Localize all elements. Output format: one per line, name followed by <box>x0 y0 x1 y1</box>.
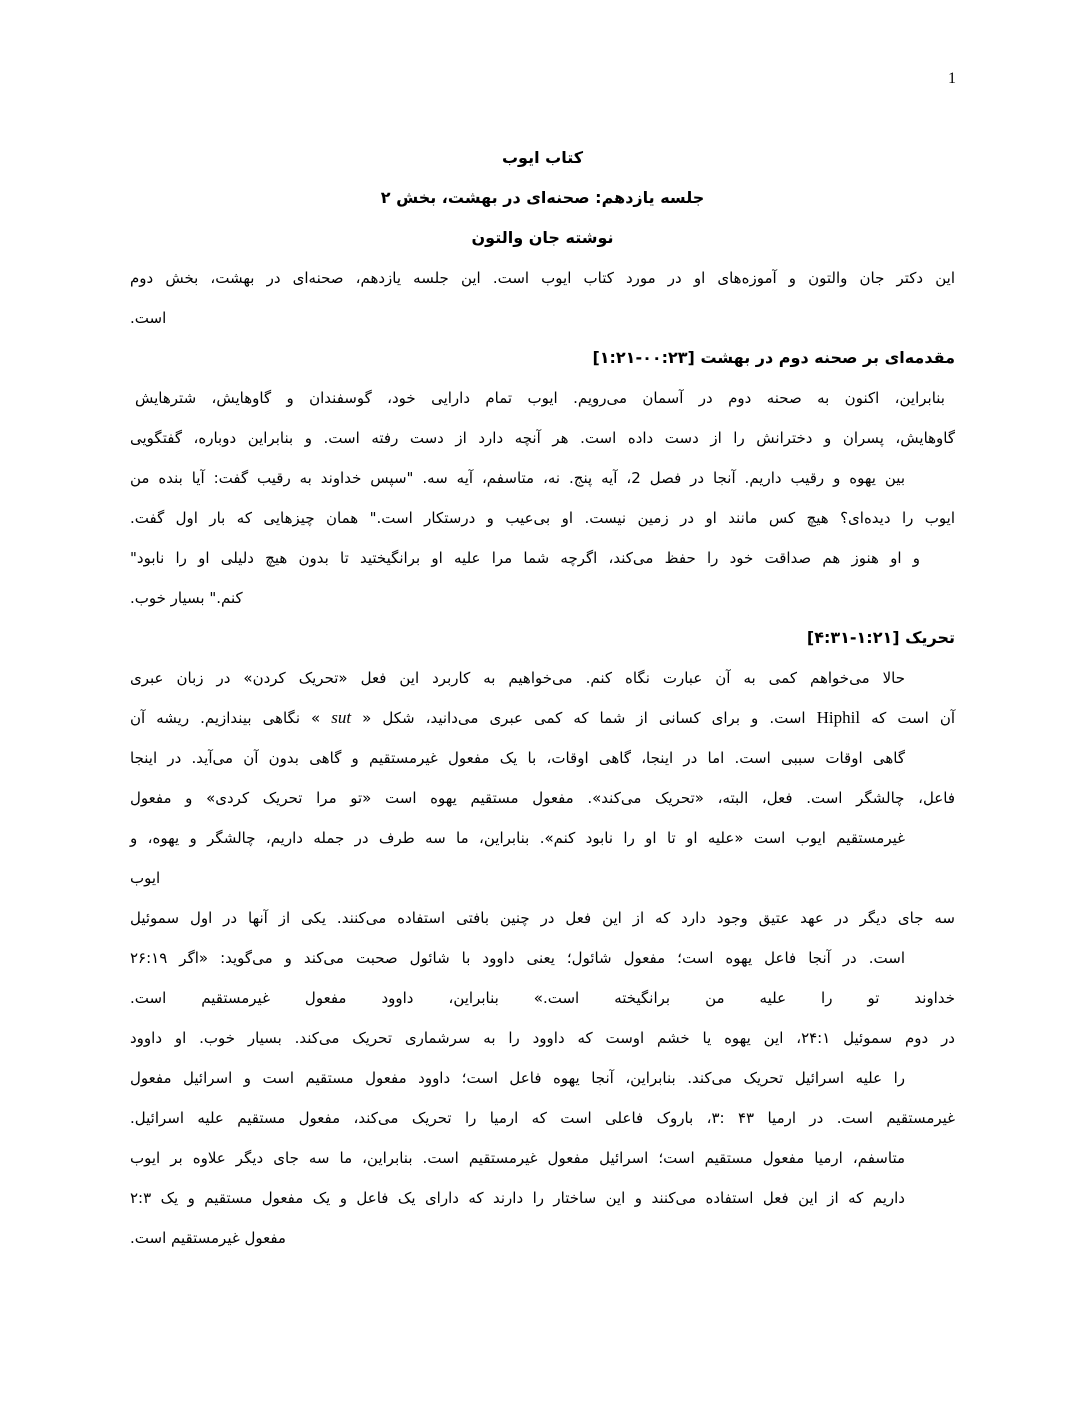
document-title: کتاب ایوب <box>501 148 584 167</box>
paragraph-line: غیرمستقیم ایوب است «علیه او تا او را نابود کنم». بنابراین، ما سه طرف در جمله داریم، چالشگر و یهوه، و <box>130 829 905 847</box>
paragraph-line: مفعول غیرمستقیم است. <box>130 1229 286 1247</box>
paragraph-line <box>130 698 955 738</box>
section-heading <box>130 618 955 658</box>
heading-text: تحریک <box>905 628 955 647</box>
paragraph-line: است. <box>130 309 167 327</box>
paragraph-line: غیرمستقیم است. در ارمیا ۴۳ :۳، باروک فاعلی است که ارمیا را تحریک می‌کند، مفعول مستقیم علیه اسرائیل. <box>130 1109 956 1127</box>
transliteration: sut <box>331 708 352 727</box>
paragraph-line: کنم." بسیار خوب. <box>130 589 243 607</box>
text-run: است. و برای کسانی از شما که کمی عبری می‌دانید، شکل « <box>351 709 817 727</box>
latin-term: Hiphil <box>816 708 861 727</box>
paragraph-line: خداوند تو را علیه من برانگیخته است.» بنابراین، داوود مفعول غیرمستقیم است. <box>130 989 955 1007</box>
paragraph-line: این دکتر جان والتون و آموزه‌های او در مورد کتاب ایوب است. این جلسه یازدهم، صحنه‌ای در بهشت، بخش دوم <box>130 269 955 287</box>
heading-text: مقدمه‌ای بر صحنه دوم در بهشت <box>700 348 955 367</box>
paragraph-line: گاهی اوقات سببی است. اما در اینجا، گاهی اوقات، با یک مفعول غیرمستقیم و گاهی بدون آن می‌آید. در اینجا <box>130 749 905 767</box>
document-body <box>130 138 955 1258</box>
paragraph-line: داریم که از این فعل استفاده می‌کنند و این ساختار را دارند که دارای یک فاعل و یک مفعول مستقیم و یک ۲:۳ <box>130 1189 905 1207</box>
paragraph-line: فاعل، چالشگر است. فعل، البته، «تحریک می‌کند». مفعول مستقیم یهوه است «تو مرا تحریک کردی» و مفعول <box>130 789 955 807</box>
heading-timestamp: [۴:۳۱-۱:۲۱] <box>806 628 900 647</box>
paragraph-line: متاسفم، ارمیا مفعول مستقیم است؛ اسرائیل مفعول غیرمستقیم است. بنابراین، ما سه جای دیگر علاوه بر ایوب <box>130 1149 905 1167</box>
paragraph-line: بنابراین، اکنون به صحنه دوم در آسمان می‌رویم. ایوب تمام دارایی خود، گوسفندان و گاوهایش، شترهایش <box>135 389 945 407</box>
text-run: » نگاهی بیندازیم. ریشه آن <box>130 709 332 727</box>
paragraph-line: سه جای دیگر در عهد عتیق وجود دارد که از این فعل در چنین بافتی استفاده می‌کنند. یکی از آنها در اول سموئیل <box>130 909 955 927</box>
paragraph-line: ایوب <box>130 869 161 887</box>
section-heading <box>130 338 955 378</box>
paragraph-line: ایوب را دیده‌ای؟ هیچ کس مانند او در زمین نیست. او بی‌عیب و درستکار است." همان چیزهایی که بار اول گفت. <box>130 509 955 527</box>
text-run: آن است که <box>860 709 956 727</box>
paragraph-line: حالا می‌خواهم کمی به آن عبارت نگاه کنم. می‌خواهیم به کاربرد این فعل «تحریک کردن» در زبان عبری <box>130 669 905 687</box>
paragraph-line: بین یهوه و رقیب داریم. آنجا در فصل 2، آیه پنج. نه، متاسفم، آیه سه. "سپس خداوند به رقیب گفت: آیا بنده من <box>130 469 906 487</box>
page-number: 1 <box>948 70 956 87</box>
heading-timestamp: [۱:۲۱-۰۰:۲۳] <box>592 348 695 367</box>
paragraph-line: را علیه اسرائیل تحریک می‌کند. بنابراین، آنجا یهوه فاعل است؛ داوود مفعول مستقیم است و اسرائیل مفعول <box>130 1069 905 1087</box>
paragraph-line: در دوم سموئیل ۲۴:۱، این یهوه یا خشم اوست که داوود را به سرشماری تحریک می‌کند. بسیار خوب. او داوود <box>130 1029 955 1047</box>
document-subtitle: جلسه یازدهم: صحنه‌ای در بهشت، بخش ۲ <box>380 188 705 207</box>
paragraph-line: است. در آنجا فاعل یهوه است؛ مفعول شائول؛ یعنی داوود با شائول صحبت می‌کند و می‌گوید: «اگر ۲۶:۱۹ <box>130 949 905 967</box>
document-author: نوشته جان والتون <box>471 228 614 247</box>
paragraph-line: گاوهایش، پسران و دخترانش را از دست داده است. هر آنچه دارد از دست رفته است. و بنابراین دوباره، گفتگویی <box>130 429 955 447</box>
paragraph-line: و او هنوز هم صداقت خود را حفظ می‌کند، اگرچه شما مرا علیه او برانگیختید تا بدون هیچ دلیلی او را نابود" <box>130 549 920 567</box>
